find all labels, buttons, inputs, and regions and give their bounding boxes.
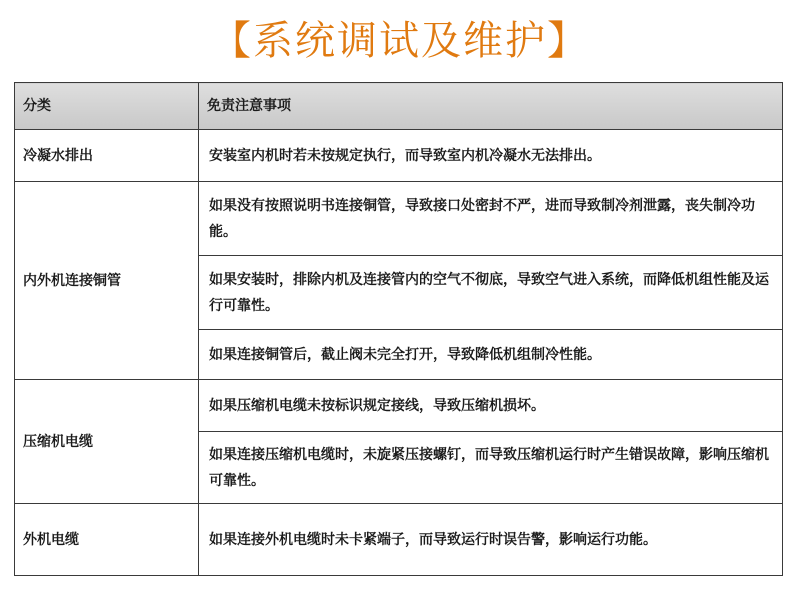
category-cell: 压缩机电缆: [15, 380, 199, 504]
table-row: [15, 130, 783, 182]
note-cell: 如果安装时，排除内机及连接管内的空气不彻底，导致空气进入系统，而降低机组性能及运行可靠性。: [199, 256, 783, 330]
table-row: [15, 504, 783, 576]
page-title: 【系统调试及维护】: [211, 18, 589, 64]
category-cell: 内外机连接铜管: [15, 182, 199, 380]
note-cell: 如果压缩机电缆未按标识规定接线，导致压缩机损坏。: [199, 380, 783, 432]
maintenance-table: [14, 82, 783, 576]
note-cell: 如果连接铜管后，截止阀未完全打开，导致降低机组制冷性能。: [199, 330, 783, 380]
table-row: [15, 182, 783, 256]
category-cell: 冷凝水排出: [15, 130, 199, 182]
note-cell: 如果连接压缩机电缆时，未旋紧压接螺钉，而导致压缩机运行时产生错误故障，影响压缩机可靠性。: [199, 432, 783, 504]
category-cell: 外机电缆: [15, 504, 199, 576]
note-cell: 安装室内机时若未按规定执行，而导致室内机冷凝水无法排出。: [199, 130, 783, 182]
note-cell: 如果连接外机电缆时未卡紧端子，而导致运行时误告警，影响运行功能。: [199, 504, 783, 576]
header-category: 分类: [15, 83, 199, 130]
note-cell: 如果没有按照说明书连接铜管，导致接口处密封不严，进而导致制冷剂泄露，丧失制冷功能。: [199, 182, 783, 256]
table-header-row: [15, 83, 783, 130]
table-row: [15, 380, 783, 432]
header-notes: 免责注意事项: [199, 83, 783, 130]
